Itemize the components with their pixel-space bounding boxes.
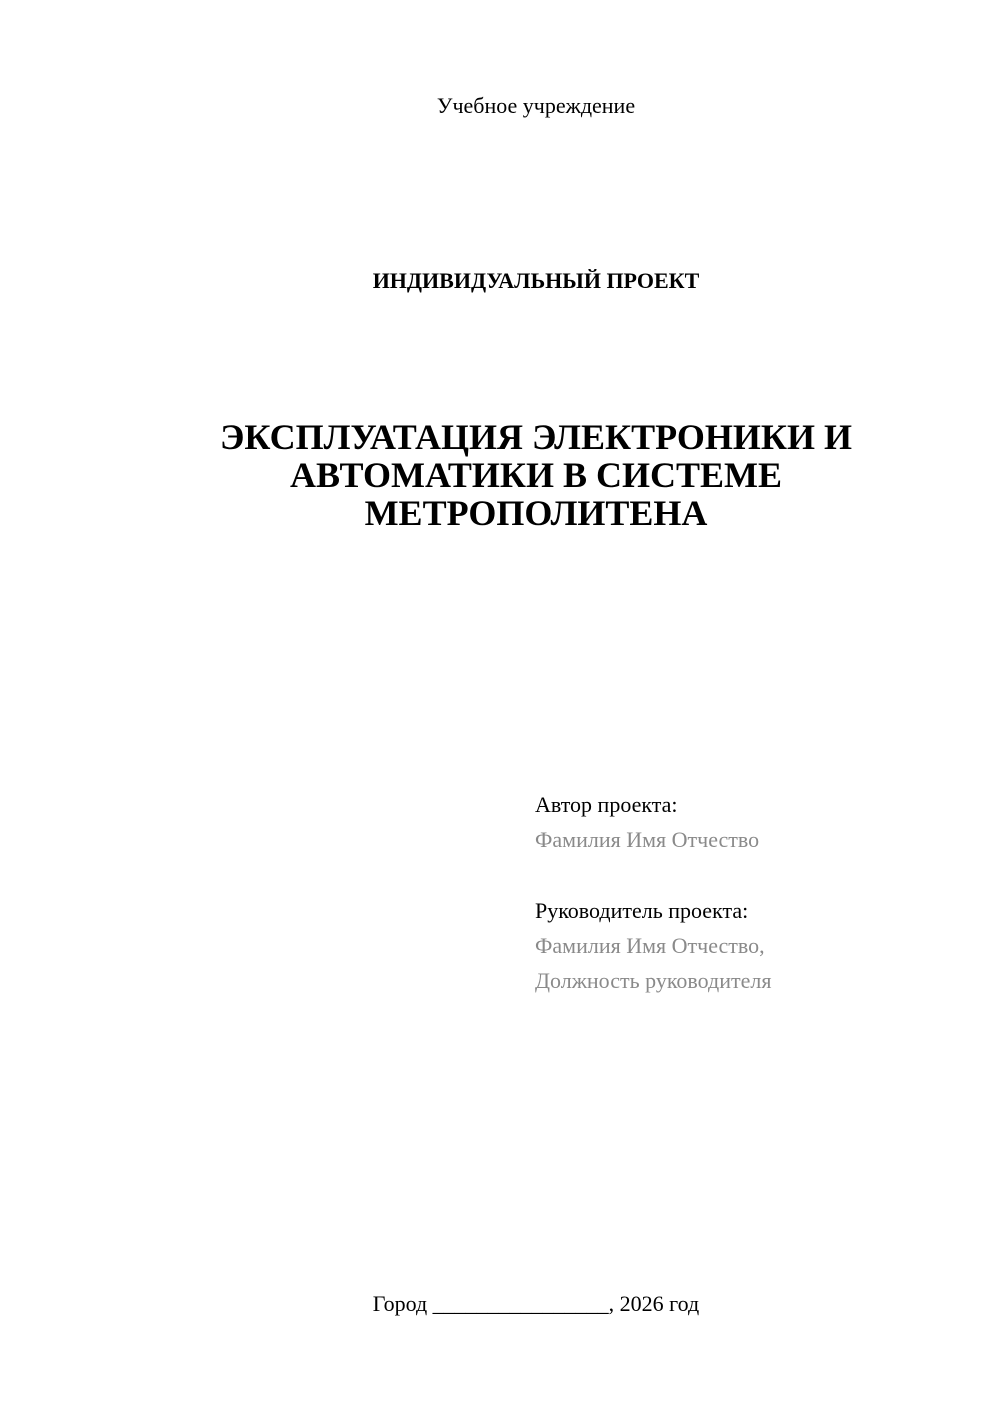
project-title-line: МЕТРОПОЛИТЕНА [364,493,708,533]
project-title-line: АВТОМАТИКИ В СИСТЕМЕ [289,455,783,495]
author-block [535,787,759,857]
supervisor-label: Руководитель проекта: [535,898,749,923]
project-type-heading: ИНДИВИДУАЛЬНЫЙ ПРОЕКТ [372,268,700,293]
supervisor-name: Фамилия Имя Отчество, [535,933,765,958]
project-title-line: ЭКСПЛУАТАЦИЯ ЭЛЕКТРОНИКИ И [219,417,853,457]
project-title [0,418,1000,532]
author-label: Автор проекта: [535,792,678,817]
supervisor-position: Должность руководителя [535,968,772,993]
author-name: Фамилия Имя Отчество [535,827,760,852]
city-year-line: Город ________________, 2026 год [372,1291,700,1316]
supervisor-block [535,893,771,998]
institution-name: Учебное учреждение [436,93,636,118]
